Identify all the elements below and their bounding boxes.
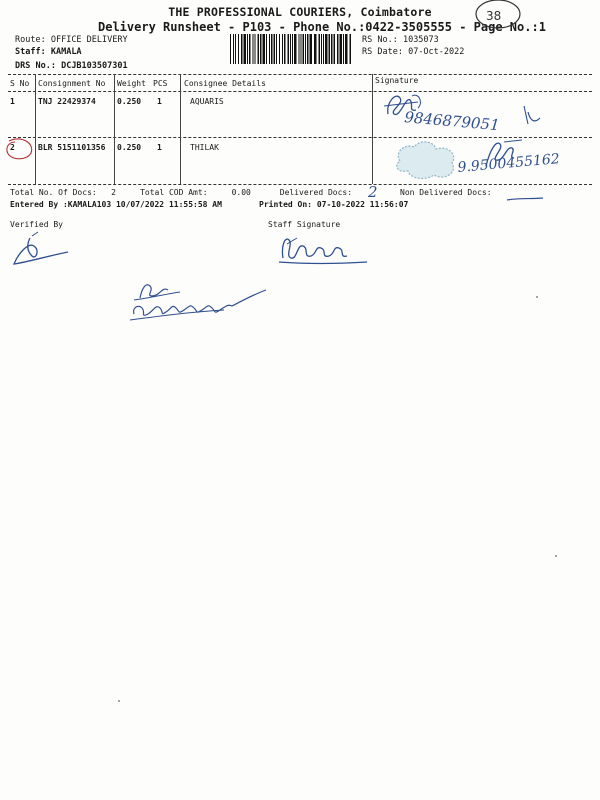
barcode-bar: [260, 34, 262, 64]
table-top-rule: [8, 74, 592, 75]
row2-handwritten-signature: [452, 136, 592, 190]
rs-no-label: RS No.:: [362, 35, 398, 45]
row2-handwritten-number: 9.9500455162: [456, 151, 561, 176]
barcode-bar: [321, 34, 322, 64]
barcode-bar: [331, 34, 333, 64]
barcode-bar: [255, 34, 256, 64]
row2-sno: 2: [10, 143, 15, 152]
entered-by-label: Entered By :: [10, 200, 68, 209]
scan-speck: [555, 555, 557, 557]
totals-line: [10, 188, 352, 197]
barcode-bar: [244, 34, 247, 64]
row1-handwritten-signature: [378, 84, 558, 140]
barcode-bar: [247, 34, 248, 64]
barcode-bar: [329, 34, 331, 64]
route-line: [15, 35, 128, 45]
verified-by-signature: [8, 230, 78, 276]
barcode-bar: [310, 34, 313, 64]
barcode-bar: [269, 34, 270, 64]
barcode-bar: [314, 34, 317, 64]
barcode-bar: [343, 34, 344, 64]
column-divider: [372, 74, 373, 184]
row2-pcs: 1: [157, 143, 162, 152]
drs-label: DRS No.:: [15, 61, 56, 71]
staff-label: Staff:: [15, 47, 46, 57]
barcode-bar: [345, 34, 348, 64]
barcode-bar: [292, 34, 293, 64]
barcode-bar: [337, 34, 339, 64]
printed-on-line: [259, 200, 408, 209]
non-delivered-label: Non Delivered Docs:: [400, 188, 492, 197]
printed-on-label: Printed On:: [259, 200, 312, 209]
barcode-bar: [323, 34, 324, 64]
corner-number: 38: [486, 9, 502, 23]
barcode-bar: [258, 34, 260, 64]
barcode-bar: [282, 34, 283, 64]
rs-date-label: RS Date:: [362, 47, 403, 57]
barcode-bar: [334, 34, 336, 64]
barcode-bar: [307, 34, 309, 64]
barcode-bar: [230, 34, 231, 64]
barcode-bar: [290, 34, 291, 64]
rs-no-value: 1035073: [402, 35, 439, 45]
col-header-pcs: PCS: [153, 79, 168, 88]
barcode-bar: [305, 34, 306, 64]
barcode-bar: [288, 34, 290, 64]
staff-signature-label: Staff Signature: [268, 220, 341, 229]
barcode-image: [230, 34, 354, 64]
total-docs-value: 2: [111, 188, 116, 197]
staff-signature-handwritten: [275, 228, 375, 276]
entered-by-line: [10, 200, 222, 209]
total-cod-label: Total COD Amt:: [140, 188, 208, 197]
barcode-bar: [294, 34, 297, 64]
drs-value: DCJB103507301: [61, 61, 128, 71]
barcode-bar: [263, 34, 266, 64]
scan-speck: [536, 296, 538, 298]
barcode-bar: [301, 34, 302, 64]
row1-sno: 1: [10, 97, 15, 106]
total-cod-value: 0.00: [231, 188, 251, 197]
column-divider: [114, 74, 115, 184]
barcode-bar: [233, 34, 234, 64]
non-delivered-dash: [505, 189, 545, 208]
verified-by-label: Verified By: [10, 220, 63, 229]
barcode-bar: [253, 34, 254, 64]
barcode-bar: [249, 34, 251, 64]
barcode-bar: [276, 34, 277, 64]
delivered-docs-label: Delivered Docs:: [279, 188, 353, 197]
barcode-bar: [271, 34, 273, 64]
total-docs-label: Total No. Of Docs:: [10, 188, 97, 197]
row1-consignment: TNJ 22429374: [38, 97, 96, 106]
barcode-bar: [350, 34, 352, 64]
lower-handwritten-scribble: [120, 270, 280, 334]
barcode-bar: [238, 34, 239, 64]
staff-line: [15, 47, 82, 57]
barcode-bar: [266, 34, 267, 64]
route-value: OFFICE DELIVERY: [50, 35, 128, 45]
barcode-bar: [325, 34, 328, 64]
col-header-consignment: Consignment No: [38, 79, 106, 88]
barcode-bar: [303, 34, 305, 64]
barcode-bar: [319, 34, 321, 64]
entered-by-value: KAMALA103 10/07/2022 11:55:58 AM: [67, 200, 222, 209]
col-header-sno: S No: [10, 79, 30, 88]
row1-weight: 0.250: [117, 97, 142, 106]
barcode-bar: [274, 34, 276, 64]
corner-circle-mark: [470, 0, 530, 38]
barcode-bar: [340, 34, 343, 64]
barcode-bar: [235, 34, 236, 64]
barcode-bar: [241, 34, 243, 64]
company-title: THE PROFESSIONAL COURIERS, Coimbatore: [168, 5, 432, 19]
row2-weight: 0.250: [117, 143, 142, 152]
printed-on-value: 07-10-2022 11:56:07: [316, 200, 409, 209]
route-label: Route:: [15, 35, 46, 45]
column-divider: [180, 74, 181, 184]
col-header-signature: Signature: [375, 76, 419, 85]
row1-pcs: 1: [157, 97, 162, 106]
column-divider: [35, 74, 36, 184]
barcode-bar: [279, 34, 280, 64]
rs-date-value: 07-Oct-2022: [408, 47, 465, 57]
runsheet-subtitle: Delivery Runsheet - P103 - Phone No.:0422-3505555 - Page No.:1: [98, 20, 546, 34]
col-header-consignee: Consignee Details: [184, 79, 266, 88]
rs-date-line: [362, 47, 464, 57]
row2-consignee: THILAK: [190, 143, 219, 152]
rs-no-line: [362, 35, 439, 45]
scan-speck: [118, 700, 120, 702]
barcode-bar: [299, 34, 300, 64]
barcode-bar: [284, 34, 286, 64]
delivered-docs-handwritten: 2: [368, 183, 378, 201]
row1-handwritten-number: 9846879051: [403, 108, 501, 135]
drs-line: [15, 61, 128, 71]
row2-consignment: BLR 5151101356: [38, 143, 106, 152]
col-header-weight: Weight: [117, 79, 146, 88]
staff-value: KAMALA: [50, 47, 82, 57]
row2-red-circle: [3, 137, 37, 167]
row1-consignee: AQUARIS: [190, 97, 224, 106]
